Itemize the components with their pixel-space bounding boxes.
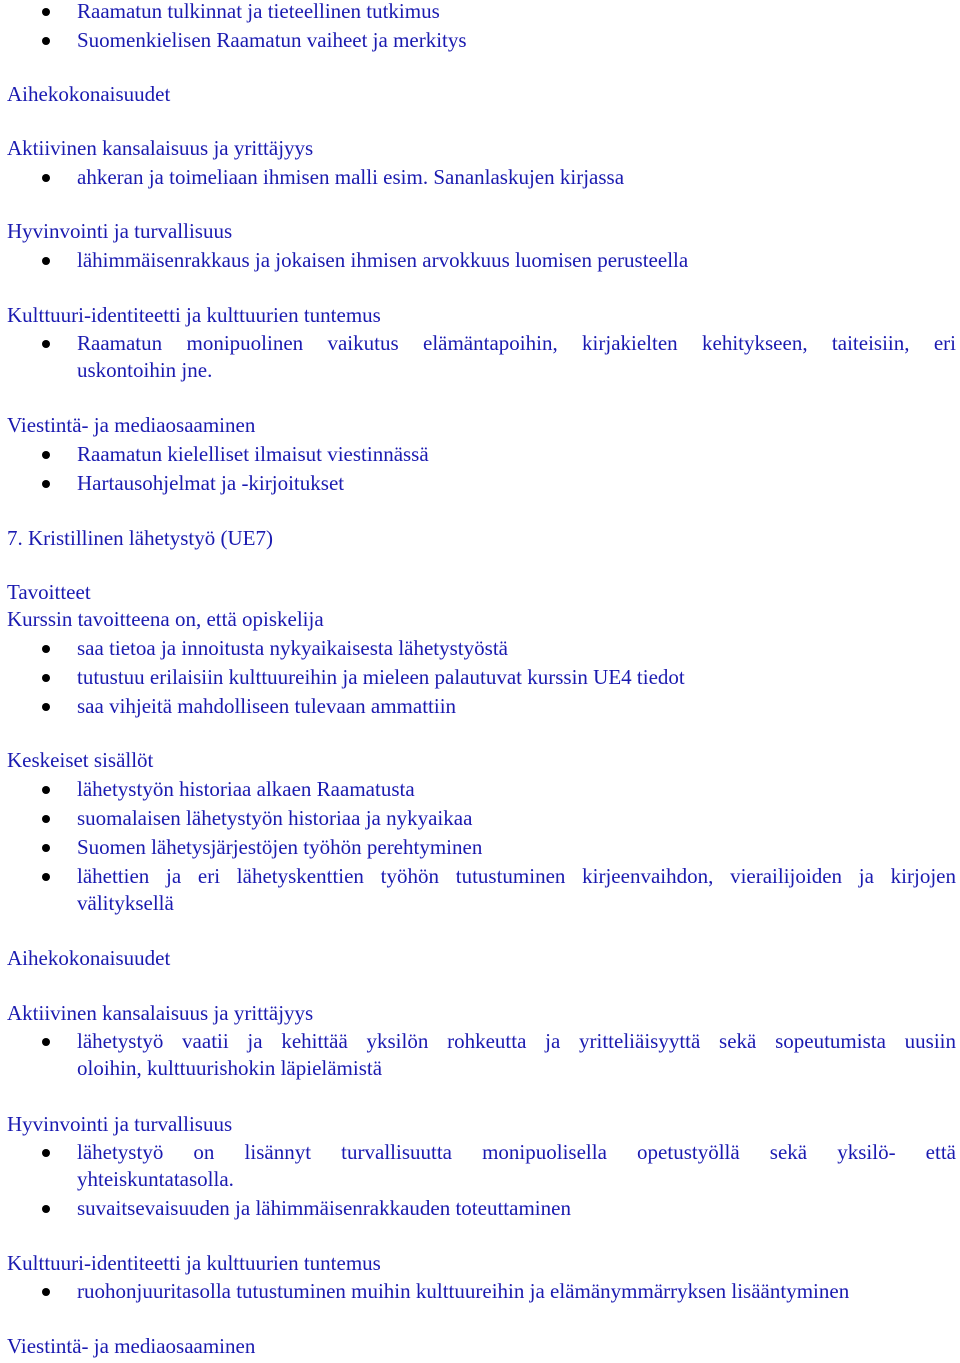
group-title: Kulttuuri-identiteetti ja kulttuurien tuntemus <box>7 1251 381 1275</box>
text-line: välityksellä <box>77 891 174 915</box>
list-item-text: ruohonjuuritasolla tutustuminen muihin kulttuureihin ja elämänymmärryksen lisääntyminen <box>77 1279 850 1303</box>
group-title: Viestintä- ja mediaosaaminen <box>7 1334 256 1358</box>
list-item-text <box>77 1028 956 1082</box>
bullet-icon <box>42 340 50 348</box>
list-item-text: lähetystyön historiaa alkaen Raamatusta <box>77 777 415 801</box>
bullet-icon <box>42 257 50 265</box>
text-line: Raamatun monipuolinen vaikutus elämäntapoihin, kirjakielten kehitykseen, taiteisiin, eri <box>77 331 956 355</box>
bullet-icon <box>42 1038 50 1046</box>
group-title: Hyvinvointi ja turvallisuus <box>7 1112 233 1136</box>
list-item-text: Raamatun kielelliset ilmaisut viestinnässä <box>77 442 429 466</box>
list-item-text: Suomenkielisen Raamatun vaiheet ja merkitys <box>77 28 467 52</box>
list-item-text: saa tietoa ja innoitusta nykyaikaisesta lähetystyöstä <box>77 636 508 660</box>
bullet-icon <box>42 703 50 711</box>
text-line: lähettien ja eri lähetyskenttien työhön tutustuminen kirjeenvaihdon, vierailijoiden ja kirjojen <box>77 864 956 888</box>
bullet-icon <box>42 674 50 682</box>
group-title: Aktiivinen kansalaisuus ja yrittäjyys <box>7 136 314 160</box>
bullet-icon <box>42 815 50 823</box>
bullet-icon <box>42 786 50 794</box>
section-heading: Aihekokonaisuudet <box>7 82 171 106</box>
bullet-icon <box>42 37 50 45</box>
bullet-icon <box>42 844 50 852</box>
bullet-icon <box>42 451 50 459</box>
group-title: Aktiivinen kansalaisuus ja yrittäjyys <box>7 1001 314 1025</box>
text-line: lähetystyö on lisännyt turvallisuutta monipuolisella opetustyöllä sekä yksilö- että <box>77 1140 956 1164</box>
bullet-icon <box>42 645 50 653</box>
list-item-text: suvaitsevaisuuden ja lähimmäisenrakkauden toteuttaminen <box>77 1196 571 1220</box>
list-item-text: saa vihjeitä mahdolliseen tulevaan ammattiin <box>77 694 457 718</box>
list-item-text: ahkeran ja toimeliaan ihmisen malli esim. Sananlaskujen kirjassa <box>77 165 625 189</box>
text-line: uskontoihin jne. <box>77 358 213 382</box>
text-line: yhteiskuntatasolla. <box>77 1167 234 1191</box>
bullet-icon <box>42 480 50 488</box>
list-item-text: Raamatun tulkinnat ja tieteellinen tutkimus <box>77 0 440 23</box>
group-title: Hyvinvointi ja turvallisuus <box>7 219 233 243</box>
course-title: 7. Kristillinen lähetystyö (UE7) <box>7 526 273 550</box>
list-item-text: Suomen lähetysjärjestöjen työhön perehtyminen <box>77 835 483 859</box>
text-line: lähetystyö vaatii ja kehittää yksilön rohkeutta ja yritteliäisyyttä sekä sopeutumista uusiin <box>77 1029 956 1053</box>
goals-heading: Tavoitteet <box>7 580 91 604</box>
goals-intro: Kurssin tavoitteena on, että opiskelija <box>7 607 324 631</box>
bullet-icon <box>42 1205 50 1213</box>
list-item-text <box>77 1139 956 1193</box>
list-item-text: tutustuu erilaisiin kulttuureihin ja mieleen palautuvat kurssin UE4 tiedot <box>77 665 685 689</box>
section-heading: Aihekokonaisuudet <box>7 946 171 970</box>
bullet-icon <box>42 8 50 16</box>
list-item-text: suomalaisen lähetystyön historiaa ja nykyaikaa <box>77 806 473 830</box>
bullet-icon <box>42 1288 50 1296</box>
bullet-icon <box>42 174 50 182</box>
bullet-icon <box>42 1149 50 1157</box>
list-item-text: lähimmäisenrakkaus ja jokaisen ihmisen arvokkuus luomisen perusteella <box>77 248 689 272</box>
list-item-text: Hartausohjelmat ja -kirjoitukset <box>77 471 345 495</box>
text-line: oloihin, kulttuurishokin läpielämistä <box>77 1056 383 1080</box>
group-title: Viestintä- ja mediaosaaminen <box>7 413 256 437</box>
bullet-icon <box>42 873 50 881</box>
list-item-text <box>77 330 956 384</box>
group-title: Kulttuuri-identiteetti ja kulttuurien tuntemus <box>7 303 381 327</box>
list-item-text <box>77 863 956 917</box>
contents-heading: Keskeiset sisällöt <box>7 748 154 772</box>
